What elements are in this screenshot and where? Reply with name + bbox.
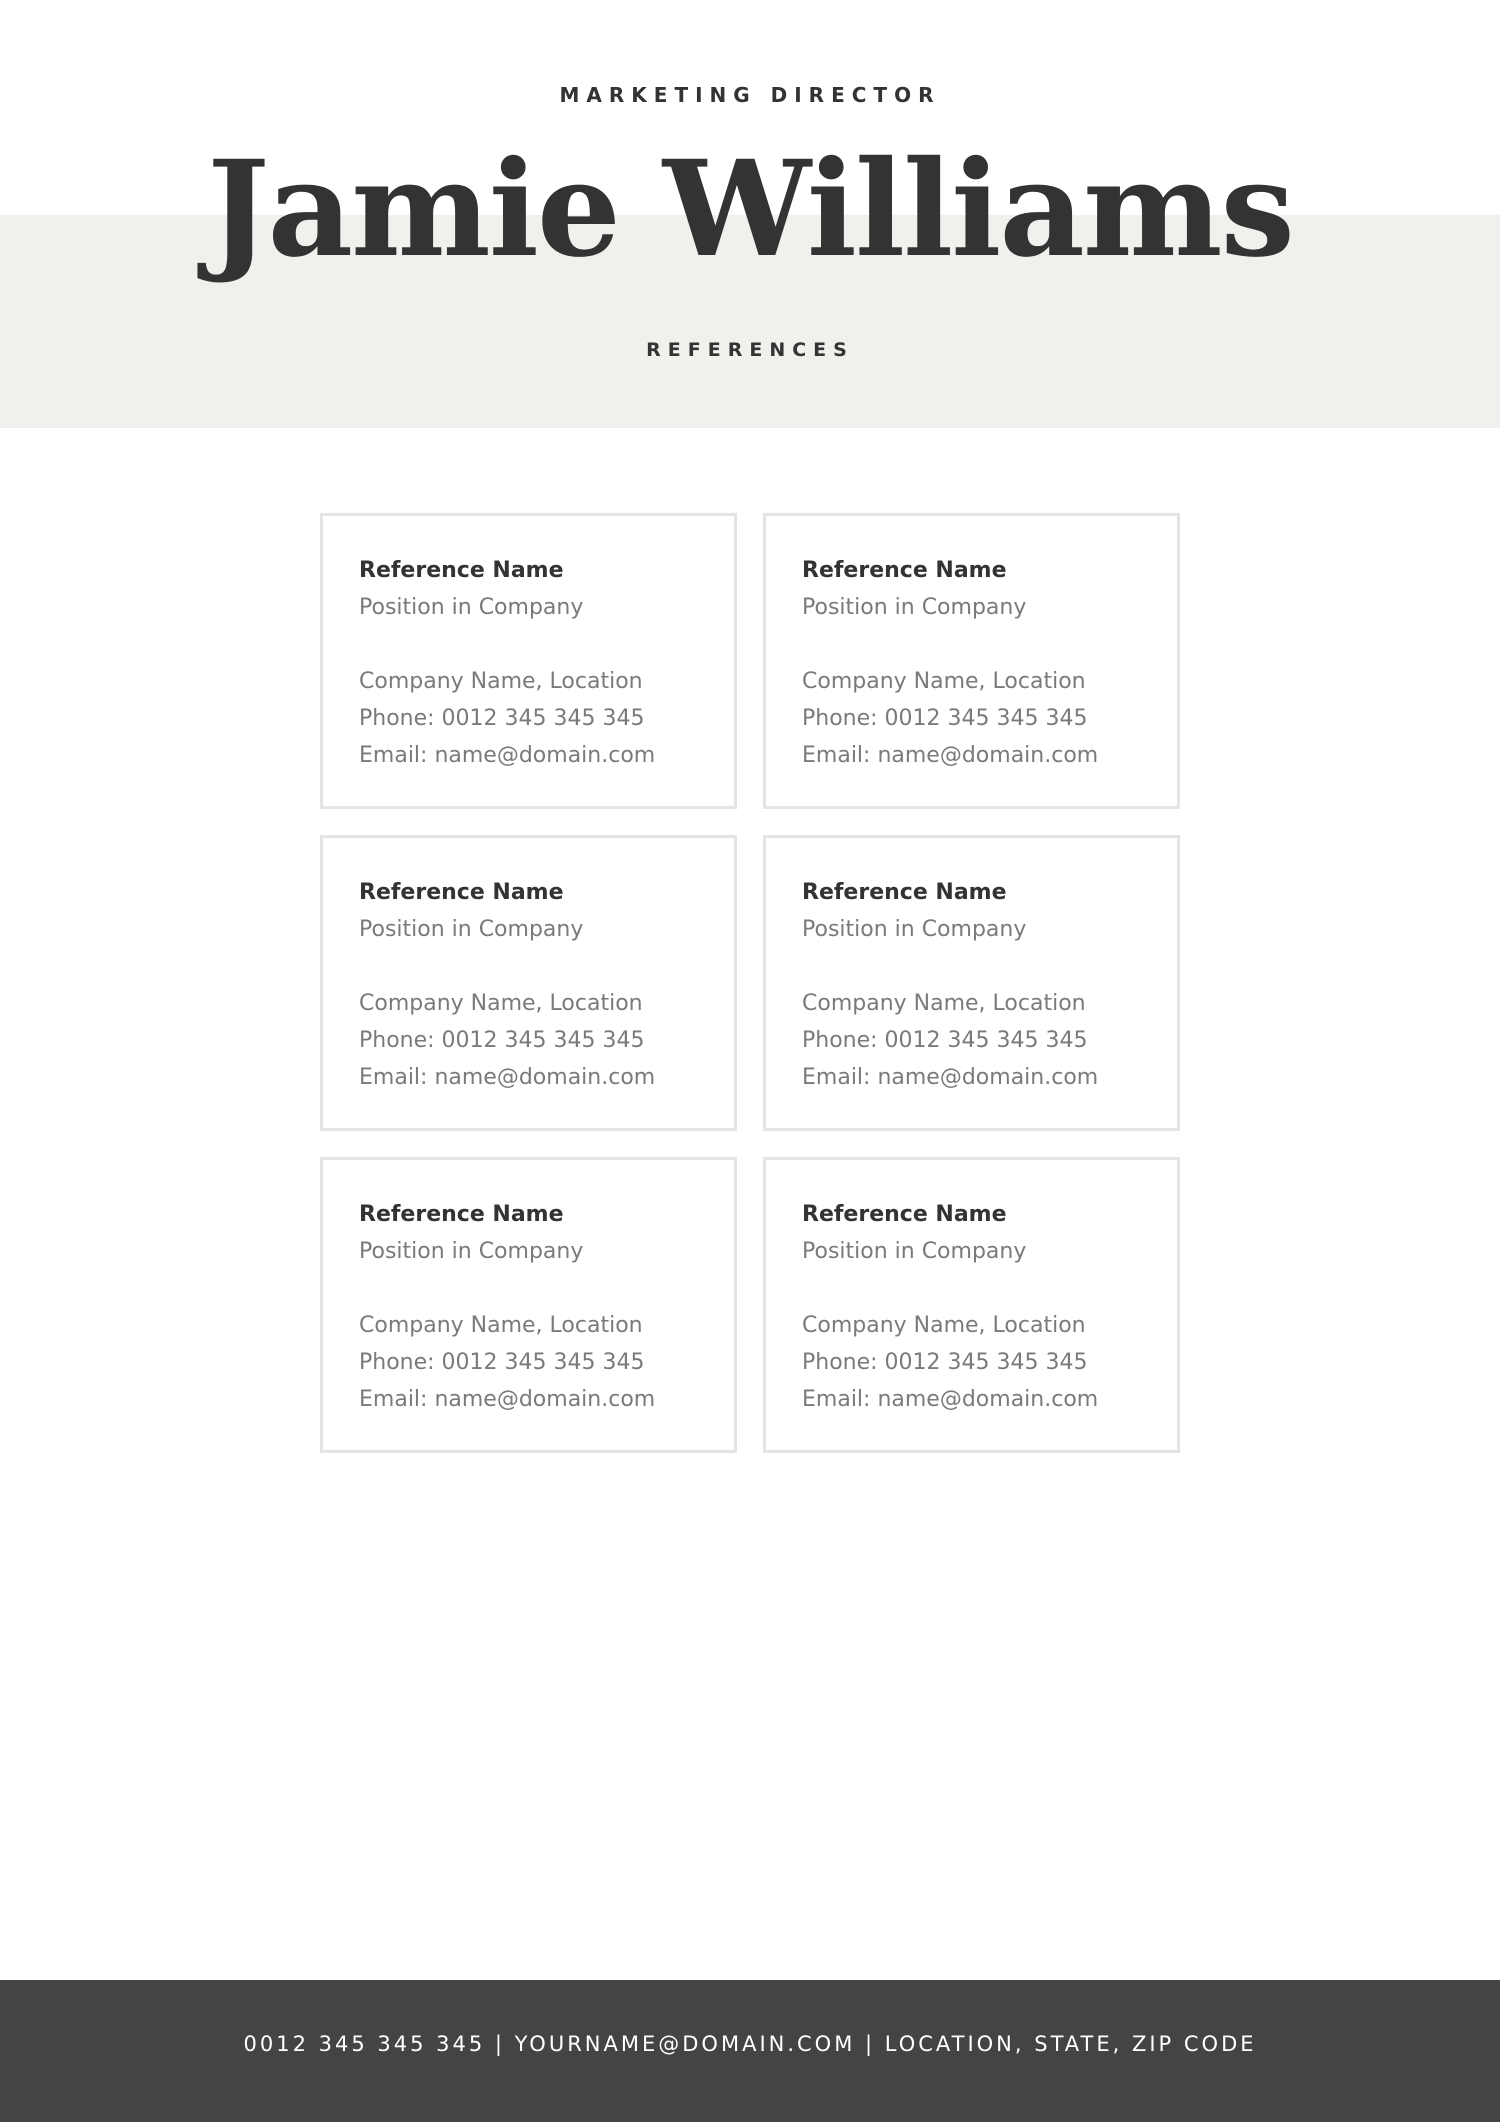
reference-phone: Phone: 0012 345 345 345 xyxy=(802,1350,1088,1375)
reference-phone: Phone: 0012 345 345 345 xyxy=(802,1028,1088,1053)
reference-email: Email: name@domain.com xyxy=(802,1387,1099,1412)
reference-position: Position in Company xyxy=(802,1239,1027,1264)
reference-company: Company Name, Location xyxy=(359,669,643,694)
reference-name: Reference Name xyxy=(802,1202,1007,1227)
reference-card xyxy=(763,513,1180,809)
footer-contact-line: 0012 345 345 345 | YOURNAME@DOMAIN.COM | LOCATION, STATE, ZIP CODE xyxy=(243,2032,1257,2056)
reference-card xyxy=(320,1157,737,1453)
reference-position: Position in Company xyxy=(802,917,1027,942)
reference-card xyxy=(763,835,1180,1131)
reference-company: Company Name, Location xyxy=(802,991,1086,1016)
reference-phone: Phone: 0012 345 345 345 xyxy=(359,706,645,731)
spacer xyxy=(802,948,1177,985)
reference-email: Email: name@domain.com xyxy=(359,1065,656,1090)
spacer xyxy=(359,948,734,985)
spacer xyxy=(802,626,1177,663)
reference-company: Company Name, Location xyxy=(359,1313,643,1338)
spacer xyxy=(359,1270,734,1307)
reference-name: Reference Name xyxy=(802,558,1007,583)
reference-card xyxy=(320,513,737,809)
reference-phone: Phone: 0012 345 345 345 xyxy=(359,1350,645,1375)
reference-position: Position in Company xyxy=(359,1239,584,1264)
reference-email: Email: name@domain.com xyxy=(802,1065,1099,1090)
reference-phone: Phone: 0012 345 345 345 xyxy=(802,706,1088,731)
reference-name: Reference Name xyxy=(359,880,564,905)
reference-phone: Phone: 0012 345 345 345 xyxy=(359,1028,645,1053)
reference-company: Company Name, Location xyxy=(802,669,1086,694)
references-grid xyxy=(320,513,1180,1453)
reference-email: Email: name@domain.com xyxy=(802,743,1099,768)
spacer xyxy=(359,626,734,663)
reference-position: Position in Company xyxy=(359,917,584,942)
reference-email: Email: name@domain.com xyxy=(359,743,656,768)
reference-email: Email: name@domain.com xyxy=(359,1387,656,1412)
job-title: MARKETING DIRECTOR xyxy=(559,83,941,107)
spacer xyxy=(802,1270,1177,1307)
full-name: Jamie Williams xyxy=(207,132,1293,287)
reference-name: Reference Name xyxy=(359,1202,564,1227)
reference-name: Reference Name xyxy=(359,558,564,583)
reference-company: Company Name, Location xyxy=(359,991,643,1016)
reference-company: Company Name, Location xyxy=(802,1313,1086,1338)
section-title-references: REFERENCES xyxy=(646,339,854,361)
reference-position: Position in Company xyxy=(359,595,584,620)
footer-bar xyxy=(0,1980,1500,2122)
reference-name: Reference Name xyxy=(802,880,1007,905)
reference-card xyxy=(320,835,737,1131)
reference-position: Position in Company xyxy=(802,595,1027,620)
reference-card xyxy=(763,1157,1180,1453)
